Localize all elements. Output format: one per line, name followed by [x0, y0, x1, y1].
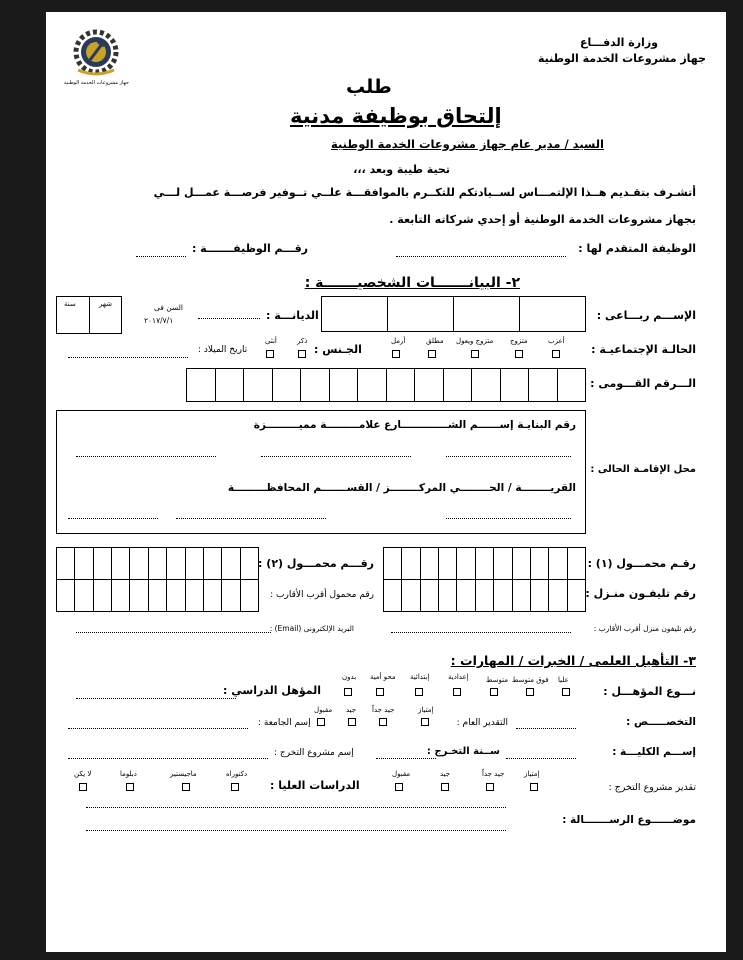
national-id-boxes[interactable] [186, 368, 586, 402]
grade-good-checkbox[interactable] [348, 718, 356, 726]
marital-option-single: أعزب [548, 337, 565, 345]
age-year-label: سنة [64, 300, 76, 308]
grade-very-good-checkbox[interactable] [379, 718, 387, 726]
form-title-small: طلب [346, 76, 392, 98]
qual-literacy-checkbox[interactable] [376, 688, 384, 696]
qualification-type-label: نـــوع المؤهـــل : [603, 685, 696, 698]
degree-label: المؤهل الدراسي : [223, 684, 321, 697]
age-label: السن فى [154, 303, 183, 312]
project-grade-good-checkbox[interactable] [441, 783, 449, 791]
qual-intermediate-checkbox[interactable] [490, 688, 498, 696]
birth-date-label: تاريخ الميلاد : [198, 345, 248, 355]
gear-emblem-icon [68, 26, 124, 82]
mobile-2-label: رقـــم محمـــول (٢) : [258, 557, 374, 570]
grade-option-excellent: إمتياز [418, 706, 434, 714]
qual-above-intermediate-checkbox[interactable] [526, 688, 534, 696]
full-name-label: الإســـم ربـــاعى : [596, 309, 696, 322]
marital-divorced-checkbox[interactable] [428, 350, 436, 358]
higher-doctorate-checkbox[interactable] [231, 783, 239, 791]
thesis-topic-label: موضــــــوع الرســـــــالة : [562, 814, 696, 826]
religion-label: الديانـــة : [266, 309, 319, 322]
marital-option-married: متزوج [510, 337, 528, 345]
university-field[interactable] [68, 728, 248, 729]
governorate-field[interactable] [68, 518, 158, 519]
job-code-label: رقـــم الوظيفـــــــة : [191, 242, 308, 255]
grade-option-good: جيد [346, 706, 357, 714]
relative-home-phone-label: رقم تليفون منزل أقرب الأقارب : [593, 624, 696, 633]
general-grade-label: التقدير العام : [456, 718, 508, 728]
residence-label: محل الإقامـة الحالى : [590, 464, 696, 475]
qual-option-higher: عليا [558, 676, 569, 684]
center-section-field[interactable] [176, 518, 326, 519]
marital-married-supporting-checkbox[interactable] [471, 350, 479, 358]
grade-option-pass: مقبول [314, 706, 333, 714]
higher-none-checkbox[interactable] [79, 783, 87, 791]
mobile-home-divider [383, 579, 586, 580]
qual-option-intermediate: متوسط [486, 676, 508, 684]
form-title: إلتحاق بوظيفة مدنية [290, 104, 502, 128]
application-form-page [46, 12, 726, 952]
marital-widowed-checkbox[interactable] [392, 350, 400, 358]
marital-option-married-supporting: متزوج ويعول [456, 337, 494, 345]
residence-header-1: رقم البنايـة إســــــم الشـــــــــــــارع علامـــــــــة مميـــــــــزة [253, 419, 576, 431]
email-label: البريد الإلكترونى (Email) : [269, 624, 354, 633]
village-district-field[interactable] [446, 518, 571, 519]
higher-option-doctorate: دكتوراه [226, 770, 248, 778]
project-grade-option-excellent: إمتياز [524, 770, 540, 778]
mobile-1-label: رقـم محمـــول (١) : [587, 557, 696, 570]
section-personal-title: ٢- البيانـــــــات الشخصيـــــــة : [304, 275, 520, 291]
thesis-topic-field-1[interactable] [86, 807, 506, 808]
landmark-field[interactable] [76, 456, 216, 457]
street-name-field[interactable] [261, 456, 411, 457]
higher-option-diploma: دبلوما [120, 770, 137, 778]
applied-job-label: الوظيفة المتقدم لها : [578, 242, 696, 255]
addressee: السيد / مدير عام جهاز مشروعات الخدمة الوطنية [331, 137, 604, 151]
relative-home-phone-field[interactable] [391, 632, 571, 633]
marital-status-label: الحالـة الإجتماعيـة : [591, 343, 696, 356]
gender-option-male: ذكر [297, 337, 308, 345]
applied-job-field[interactable] [396, 256, 566, 257]
qual-option-primary: إبتدائية [410, 673, 430, 681]
qual-primary-checkbox[interactable] [415, 688, 423, 696]
birth-date-field[interactable] [68, 357, 188, 358]
qual-option-none: بدون [342, 673, 357, 681]
section-qualification-title: ٣- التأهيل العلمى / الخبرات / المهارات : [450, 653, 696, 668]
qual-option-preparatory: إعدادية [448, 673, 469, 681]
faculty-label: إســـم الكليـــة : [612, 746, 696, 758]
request-line-1: أتشـرف بتقـديم هــذا الإلتمـــاس لســيادتكم للتكــرم بالموافقـــة علــي تــوفير فرصـــة عمـــل لـــي [153, 186, 696, 199]
project-grade-option-very-good: جيد جداً [482, 770, 505, 778]
grade-excellent-checkbox[interactable] [421, 718, 429, 726]
project-grade-pass-checkbox[interactable] [395, 783, 403, 791]
qual-preparatory-checkbox[interactable] [453, 688, 461, 696]
qual-none-checkbox[interactable] [344, 688, 352, 696]
marital-single-checkbox[interactable] [552, 350, 560, 358]
relative-mobile-label: رقم محمول أقرب الأقارب : [270, 590, 374, 600]
residence-header-2: القريــــــــة / الحــــــــي المركــــــــز / القســـــــم المحافظـــــــــة [227, 482, 576, 494]
project-grade-option-pass: مقبول [392, 770, 411, 778]
qual-option-literacy: محو أمية [370, 673, 396, 681]
grade-pass-checkbox[interactable] [317, 718, 325, 726]
qual-higher-checkbox[interactable] [562, 688, 570, 696]
project-grade-option-good: جيد [440, 770, 451, 778]
graduation-year-field[interactable] [376, 758, 436, 759]
age-reference-date: ٢٠١٧/٧/١ [144, 316, 174, 325]
grade-option-very-good: جيد جداً [372, 706, 395, 714]
qual-option-above-intermediate: فوق متوسط [512, 676, 549, 684]
age-month-label: شهر [99, 300, 112, 308]
full-name-boxes[interactable] [321, 296, 586, 332]
degree-field[interactable] [76, 698, 236, 699]
project-grade-label: تقدير مشروع التخرج : [608, 782, 696, 793]
gender-female-checkbox[interactable] [266, 350, 274, 358]
higher-diploma-checkbox[interactable] [126, 783, 134, 791]
marital-option-divorced: مطلق [426, 337, 444, 345]
logo-caption: جهاز مشروعات الخدمة الوطنية [64, 80, 129, 86]
higher-studies-label: الدراسات العليا : [270, 779, 360, 792]
email-field[interactable] [76, 632, 271, 633]
home-phone-label: رقم تليفـون منـزل : [585, 587, 696, 600]
project-name-label: إسم مشروع التخرج : [274, 748, 354, 758]
salutation: تحية طيبة وبعد ،،، [353, 163, 450, 176]
graduation-year-label: ســنة التخـرج : [426, 746, 500, 757]
national-id-label: الـــرقم القـــومى : [590, 377, 696, 390]
building-street-field[interactable] [446, 456, 571, 457]
gender-label: الجـنس : [314, 343, 362, 356]
specialty-label: التخصـــــص : [626, 716, 696, 728]
ministry-name: وزارة الدفـــاع [580, 36, 658, 49]
project-grade-excellent-checkbox[interactable] [530, 783, 538, 791]
mobile-relative-divider [56, 579, 259, 580]
gender-option-female: أنثى [265, 337, 277, 345]
job-code-field[interactable] [136, 256, 186, 257]
marital-option-widowed: أرمل [391, 337, 406, 345]
thesis-topic-field-2[interactable] [86, 830, 506, 831]
specialty-field[interactable] [516, 728, 576, 729]
project-name-field[interactable] [68, 758, 268, 759]
organization-name: جهاز مشروعات الخدمة الوطنية [538, 52, 706, 65]
university-label: إسم الجامعة : [258, 718, 311, 728]
higher-option-masters: ماجيستير [170, 770, 197, 778]
gender-male-checkbox[interactable] [298, 350, 306, 358]
marital-married-checkbox[interactable] [515, 350, 523, 358]
faculty-field[interactable] [506, 758, 576, 759]
request-line-2: بجهاز مشروعات الخدمة الوطنية أو إحدي شركاته التابعة . [389, 213, 696, 226]
organization-logo [64, 26, 129, 88]
higher-option-none: لا يكن [74, 770, 92, 778]
religion-field[interactable] [198, 318, 260, 319]
project-grade-very-good-checkbox[interactable] [486, 783, 494, 791]
higher-masters-checkbox[interactable] [182, 783, 190, 791]
